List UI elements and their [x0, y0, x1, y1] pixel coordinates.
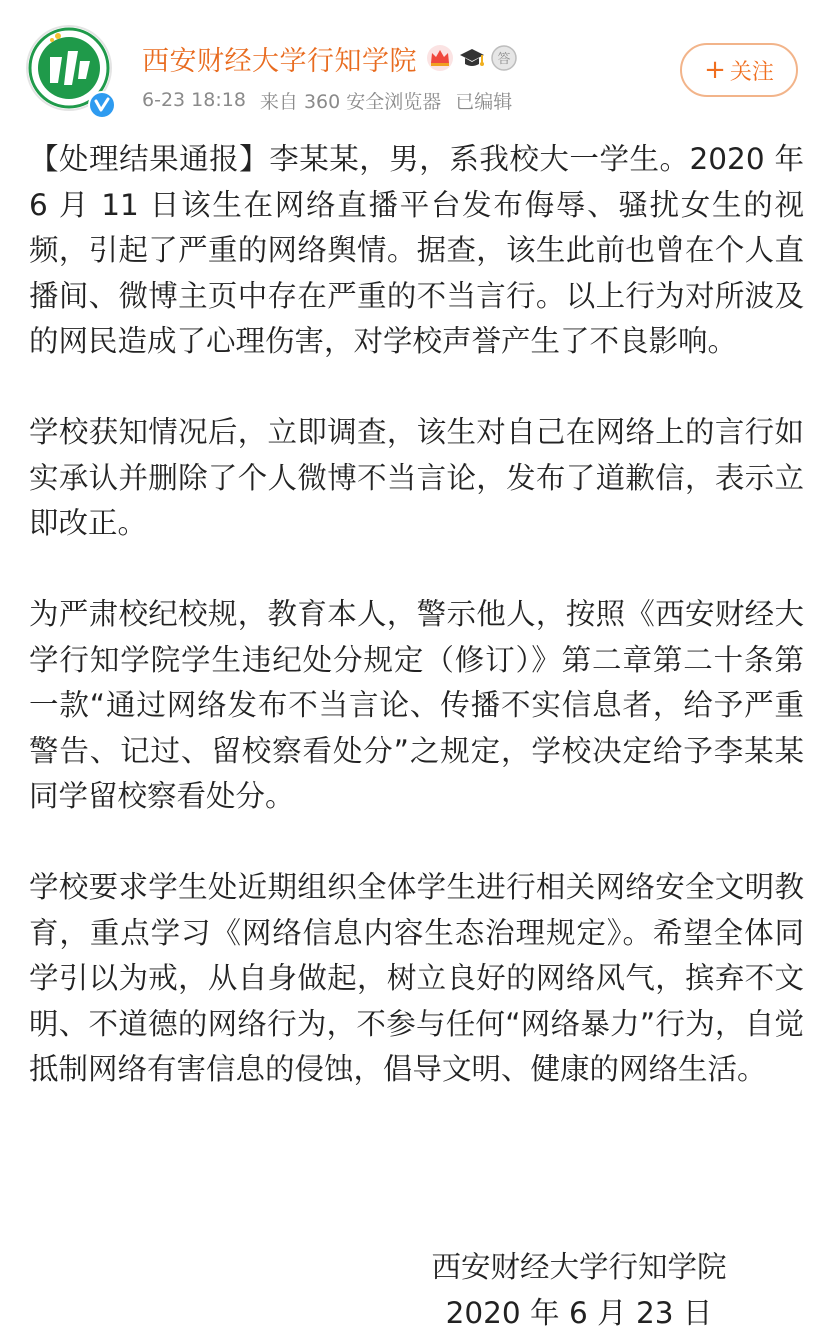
- post-paragraph: 学校要求学生处近期组织全体学生进行相关网络安全文明教育，重点学习《网络信息内容生态治理规定》。希望全体同学引以为戒，从自身做起，树立良好的网络风气，摈弃不文明、不道德的网络行为，不参与任何“网络暴力”行为，自觉抵制网络有害信息的侵蚀，倡导文明、健康的网络生活。: [29, 870, 804, 1086]
- post-meta: [142, 84, 512, 116]
- edited-label[interactable]: 已编辑: [455, 90, 513, 113]
- medal-badge-icon[interactable]: [489, 43, 519, 73]
- verified-v-icon: [88, 91, 116, 119]
- post-paragraph: 【处理结果通报】李某某，男，系我校大一学生。2020 年 6 月 11 日该生在网络直播平台发布侮辱、骚扰女生的视频，引起了严重的网络舆情。据查，该生此前也曾在个人直播间、微博主页中存在严重的不当言行。以上行为对所波及的网民造成了心理伤害，对学校声誉产生了不良影响。: [29, 142, 804, 358]
- post-content: [29, 137, 804, 1093]
- post-paragraph: 为严肃校纪校规，教育本人，警示他人，按照《西安财经大学行知学院学生违纪处分规定（修订）》第二章第二十条第一款“通过网络发布不当言论、传播不实信息者，给予严重警告、记过、留校察看处分”之规定，学校决定给予李某某同学留校察看处分。: [29, 597, 804, 813]
- avatar-container[interactable]: [26, 15, 118, 115]
- account-name-row: [142, 36, 519, 80]
- signature-date: 2020 年 6 月 23 日: [445, 1296, 713, 1330]
- follow-label: 关注: [729, 59, 774, 85]
- plus-icon: +: [704, 55, 726, 85]
- badge-list: [423, 43, 519, 73]
- graduation-cap-icon[interactable]: [457, 43, 487, 73]
- account-name-link[interactable]: 西安财经大学行知学院: [142, 45, 417, 77]
- post-signature: [414, 1244, 744, 1336]
- follow-button[interactable]: [680, 43, 798, 97]
- post-source[interactable]: 来自 360 安全浏览器: [259, 90, 442, 113]
- post-paragraph: 学校获知情况后，立即调查，该生对自己在网络上的言行如实承认并删除了个人微博不当言论，发布了道歉信，表示立即改正。: [29, 415, 804, 540]
- crown-badge-icon[interactable]: [425, 43, 455, 73]
- signature-organization: 西安财经大学行知学院: [431, 1250, 727, 1284]
- post-header: [0, 0, 828, 125]
- svg-text:答: 答: [497, 52, 511, 67]
- post-time: 6-23 18:18: [142, 89, 246, 111]
